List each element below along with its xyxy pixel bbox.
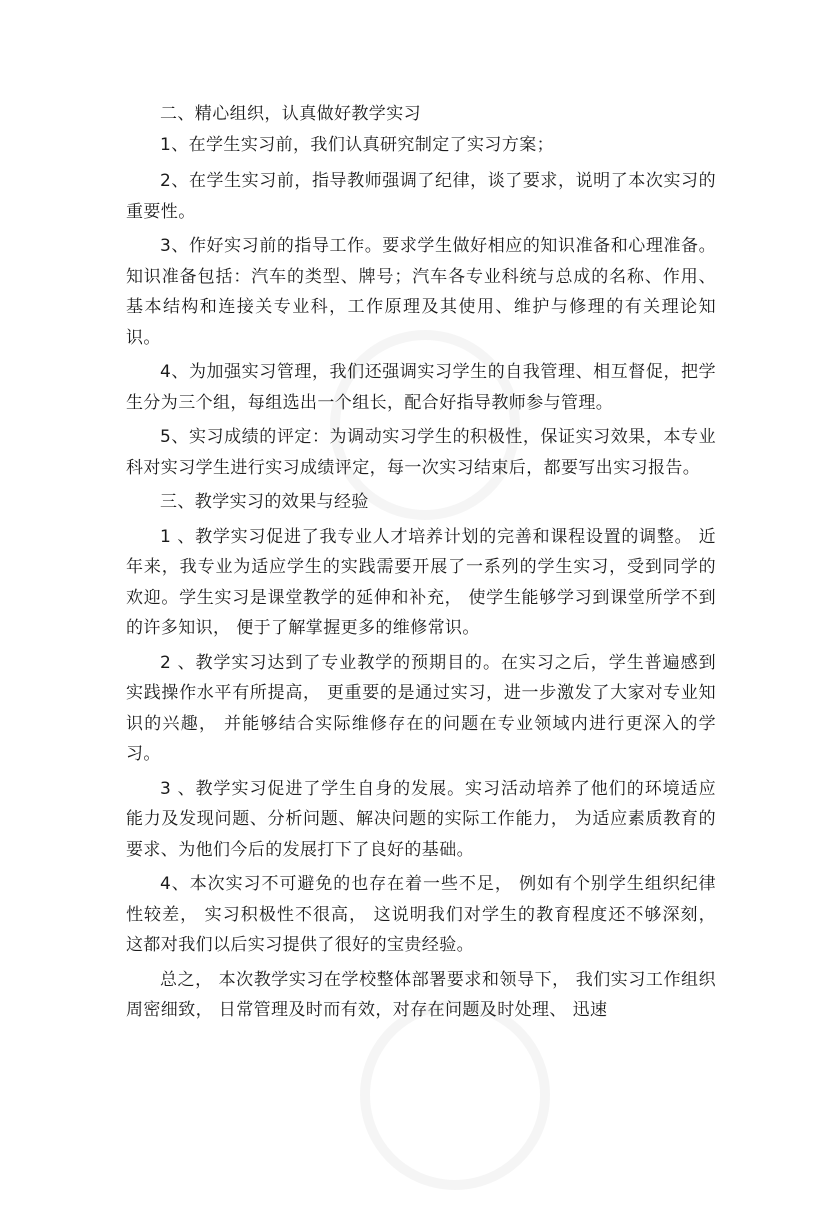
paragraph: 4、本次实习不可避免的也存在着一些不足， 例如有个别学生组织纪律性较差， 实习积极性不很高， 这说明我们对学生的教育程度还不够深刻， 这都对我们以后实习提供了很好的宝贵经验。 [126, 874, 716, 955]
paragraph: 总之， 本次教学实习在学校整体部署要求和领导下， 我们实习工作组织周密细致， 日常管理及时而有效，对存在问题及时处理、 迅速 [126, 969, 716, 1020]
paragraph: 5、实习成绩的评定：为调动实习学生的积极性，保证实习效果，本专业科对实习学生进行实习成绩评定，每一次实习结束后，都要写出实习报告。 [126, 427, 716, 478]
document-body [126, 99, 716, 1026]
paragraph: 3 、教学实习促进了学生自身的发展。实习活动培养了他们的环境适应能力及发现问题、分析问题、解决问题的实际工作能力， 为适应素质教育的要求、为他们今后的发展打下了良好的基础。 [126, 778, 716, 860]
paragraph: 3、作好实习前的指导工作。要求学生做好相应的知识准备和心理准备。知识准备包括：汽车的类型、牌号；汽车各专业科统与总成的名称、作用、基本结构和连接关专业科，工作原理及其使用、维护与修理的有关理论知识。 [126, 236, 716, 348]
section-heading: 二、精心组织，认真做好教学实习 [160, 104, 421, 124]
section-heading: 三、教学实习的效果与经验 [160, 492, 369, 512]
paragraph: 2、在学生实习前，指导教师强调了纪律，谈了要求，说明了本次实习的重要性。 [126, 171, 716, 222]
paragraph: 1、在学生实习前，我们认真研究制定了实习方案； [160, 134, 555, 155]
paragraph: 1 、教学实习促进了我专业人才培养计划的完善和课程设置的调整。 近年来，我专业为适应学生的实践需要开展了一系列的学生实习，受到同学的欢迎。学生实习是课堂教学的延伸和补充， 使学生能够学习到课堂所学不到的许多知识， 便于了解掌握更多的维修常识。 [126, 526, 716, 638]
paragraph: 4、为加强实习管理，我们还强调实习学生的自我管理、相互督促，把学生分为三个组，每组选出一个组长，配合好指导教师参与管理。 [126, 362, 716, 413]
paragraph: 2 、教学实习达到了专业教学的预期目的。在实习之后，学生普遍感到实践操作水平有所提高， 更重要的是通过实习，进一步激发了大家对专业知识的兴趣， 并能够结合实际维修存在的问题在专业领域内进行更深入的学习。 [126, 652, 716, 764]
